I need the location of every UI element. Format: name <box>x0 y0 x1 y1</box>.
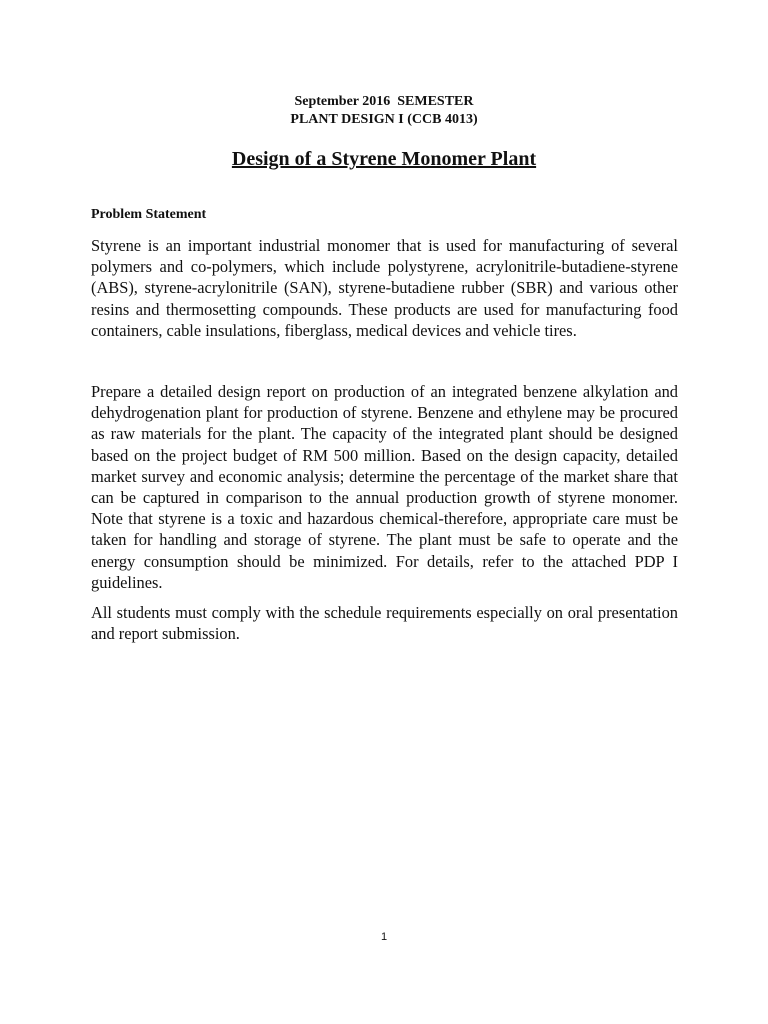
page-number: 1 <box>380 931 388 943</box>
section-heading: Problem Statement <box>91 207 207 222</box>
paragraph-intro: Styrene is an important industrial monomer that is used for manufacturing of several polymers and co-polymers, which include polystyrene, acrylonitrile-butadiene-styrene (ABS), styrene-acrylonitrile (SAN), styrene-butadiene rubber (SBR) and various other resins and thermosetting compounds. These products are used for manufacturing food containers, cable insulations, fiberglass, medical devices and vehicle tires. <box>91 236 678 340</box>
course-line: PLANT DESIGN I (CCB 4013) <box>290 112 478 127</box>
paragraph-compliance: All students must comply with the schedule requirements especially on oral presentation and report submission. <box>91 603 678 644</box>
semester-line: September 2016 SEMESTER <box>294 94 474 109</box>
document-title: Design of a Styrene Monomer Plant <box>231 148 537 170</box>
paragraph-task: Prepare a detailed design report on production of an integrated benzene alkylation and dehydrogenation plant for production of styrene. Benzene and ethylene may be procured as raw materials for the plant. The capacity of the integrated plant should be designed based on the project budget of RM 500 million. Based on the design capacity, detailed market survey and economic analysis; determine the percentage of the market share that can be captured in comparison to the annual production growth of styrene monomer. Note that styrene is a toxic and hazardous chemical-therefore, appropriate care must be taken for handling and storage of styrene. The plant must be safe to operate and the energy consumption should be minimized. For details, refer to the attached PDP I guidelines. <box>91 382 678 592</box>
